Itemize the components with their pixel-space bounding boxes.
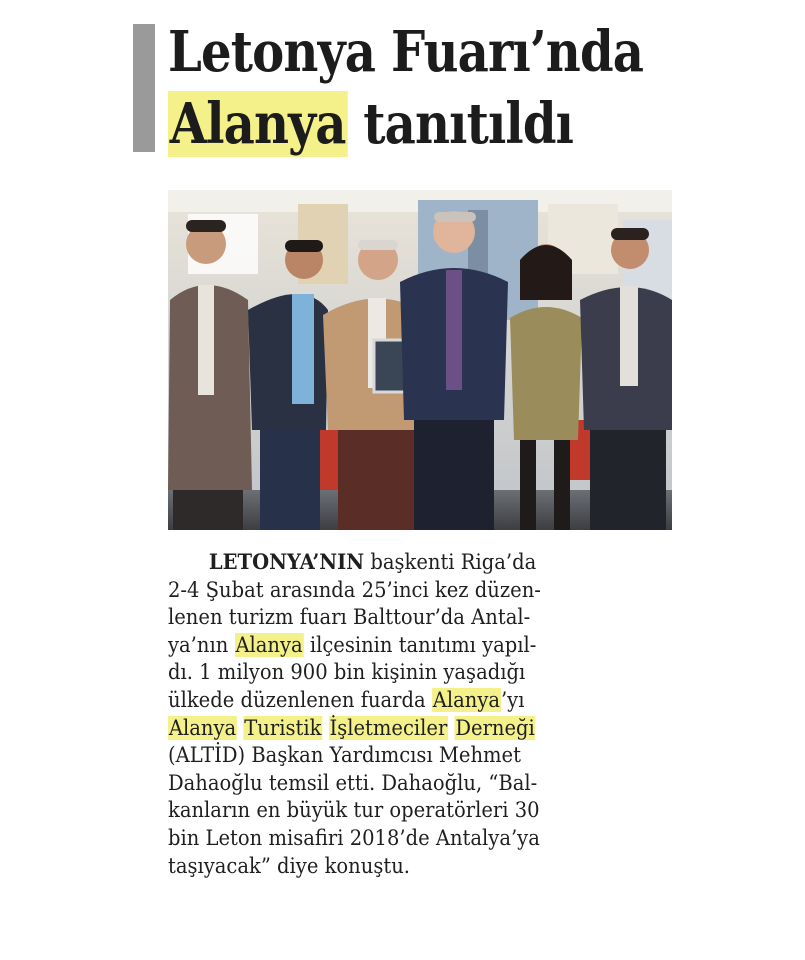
body-line-9: Dahaoğlu temsil etti. Dahaoğlu, “Bal-: [168, 770, 538, 795]
body-highlight: İşletmeciler: [329, 715, 448, 740]
body-lead-word: LETONYA’NIN: [208, 549, 365, 574]
body-line-11: bin Leton misafiri 2018’de Antalya’ya: [168, 825, 540, 850]
headline-accent-bar: [133, 24, 155, 152]
body-highlight: Alanya: [432, 687, 501, 712]
body-highlight: Derneği: [455, 715, 535, 740]
body-line-5: dı. 1 milyon 900 bin kişinin yaşadığı: [168, 660, 526, 685]
article-photo: [168, 190, 672, 530]
headline-line-2: [168, 88, 643, 160]
body-line-2: 2-4 Şubat arasında 25’inci kez düzen-: [168, 577, 541, 602]
body-highlight: Alanya: [168, 715, 237, 740]
body-line-8: (ALTİD) Başkan Yardımcısı Mehmet: [168, 743, 521, 768]
body-line-7: [168, 715, 652, 743]
body-highlight: Turistik: [244, 715, 322, 740]
headline-highlight-word: Alanya: [169, 91, 346, 157]
article-body: [168, 548, 652, 880]
headline-line-1: Letonya Fuarı’nda: [168, 19, 644, 85]
body-line-6: ülkede düzenlenen fuarda Alanya’yı: [168, 687, 525, 712]
body-line-4: ya’nın Alanya ilçesinin tanıtımı yapıl-: [168, 632, 537, 657]
article-headline: [168, 16, 643, 160]
body-line-1: LETONYA’NIN başkenti Riga’da: [208, 549, 537, 574]
body-line-12: taşıyacak” diye konuştu.: [168, 853, 411, 878]
body-line-3: lenen turizm fuarı Balttour’da Antal-: [168, 605, 531, 630]
headline-rest: tanıtıldı: [347, 91, 574, 157]
body-line-10: kanların en büyük tur operatörleri 30: [168, 798, 540, 823]
body-highlight: Alanya: [235, 632, 303, 657]
